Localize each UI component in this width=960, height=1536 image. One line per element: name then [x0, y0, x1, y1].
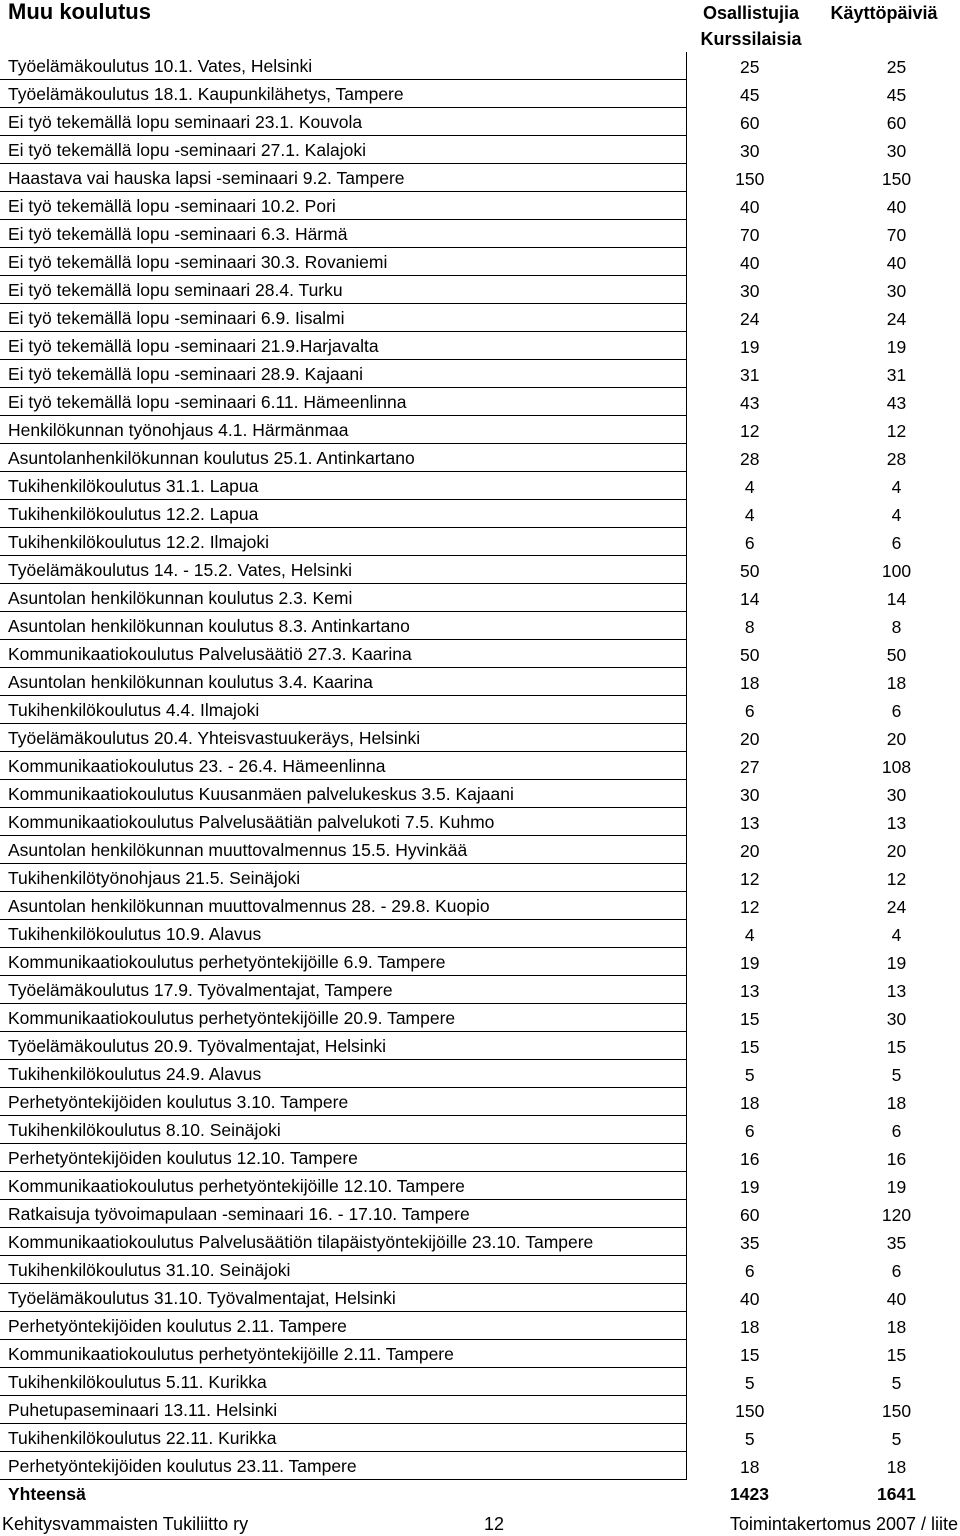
days-column-header: Käyttöpäiviä [830, 3, 938, 23]
course-name-cell: Tukihenkilökoulutus 12.2. Lapua [0, 500, 686, 528]
table-row [0, 556, 960, 584]
course-name-cell: Ei työ tekemällä lopu -seminaari 6.3. Härmä [0, 220, 686, 248]
days-cell: 30 [886, 784, 907, 805]
days-cell: 13 [886, 980, 907, 1001]
course-name-cell: Tukihenkilökoulutus 31.10. Seinäjoki [0, 1256, 686, 1284]
table-row [0, 1368, 960, 1396]
participants-cell: 4 [744, 476, 755, 497]
table-row [0, 696, 960, 724]
table-row [0, 948, 960, 976]
course-name-cell: Perhetyöntekijöiden koulutus 12.10. Tampere [0, 1144, 686, 1172]
participants-cell: 15 [740, 1036, 760, 1057]
course-name-cell: Tukihenkilökoulutus 24.9. Alavus [0, 1060, 686, 1088]
participants-cell: 20 [740, 728, 760, 749]
table-row [0, 892, 960, 920]
course-name-cell: Ei työ tekemällä lopu -seminaari 10.2. Pori [0, 192, 686, 220]
footer-report-title: Toimintakertomus 2007 / liite [729, 1514, 958, 1534]
participants-cell: 5 [744, 1064, 755, 1085]
participants-cell: 13 [740, 812, 760, 833]
course-name-cell: Työelämäkoulutus 17.9. Työvalmentajat, Tampere [0, 976, 686, 1004]
course-name-cell: Kommunikaatiokoulutus perhetyöntekijöille 6.9. Tampere [0, 948, 686, 976]
participants-cell: 5 [744, 1372, 755, 1393]
participants-cell: 30 [740, 280, 760, 301]
days-cell: 8 [891, 616, 902, 637]
days-cell: 45 [886, 84, 907, 105]
course-name-cell: Työelämäkoulutus 10.1. Vates, Helsinki [0, 52, 686, 80]
participants-cell: 19 [740, 1176, 760, 1197]
participants-cell: 40 [740, 1288, 760, 1309]
days-cell: 24 [886, 308, 907, 329]
course-name-cell: Tukihenkilökoulutus 10.9. Alavus [0, 920, 686, 948]
participants-cell: 18 [740, 1092, 760, 1113]
course-name-cell: Kommunikaatiokoulutus perhetyöntekijöille 12.10. Tampere [0, 1172, 686, 1200]
participants-cell: 40 [740, 196, 760, 217]
course-name-cell: Ei työ tekemällä lopu -seminaari 6.11. Hämeenlinna [0, 388, 686, 416]
course-name-cell: Kommunikaatiokoulutus Palvelusäätiö 27.3. Kaarina [0, 640, 686, 668]
table-row [0, 192, 960, 220]
table-row [0, 752, 960, 780]
days-cell: 20 [886, 840, 907, 861]
course-name-cell: Ei työ tekemällä lopu -seminaari 28.9. Kajaani [0, 360, 686, 388]
participants-cell: 50 [740, 560, 760, 581]
participants-cell: 4 [744, 924, 755, 945]
table-row [0, 1228, 960, 1256]
days-cell: 6 [891, 1260, 902, 1281]
participants-cell: 30 [740, 140, 760, 161]
table-row [0, 1032, 960, 1060]
course-name-cell: Perhetyöntekijöiden koulutus 23.11. Tampere [0, 1452, 686, 1480]
participants-cell: 8 [744, 616, 755, 637]
course-name-cell: Kommunikaatiokoulutus Palvelusäätiön tilapäistyöntekijöille 23.10. Tampere [0, 1228, 686, 1256]
participants-header-line2: Kurssilaisia [700, 29, 802, 49]
days-cell: 6 [891, 700, 902, 721]
courses-table [0, 52, 960, 1507]
participants-cell: 6 [744, 1120, 755, 1141]
course-name-cell: Henkilökunnan työnohjaus 4.1. Härmänmaa [0, 416, 686, 444]
course-name-cell: Kommunikaatiokoulutus 23. - 26.4. Hämeenlinna [0, 752, 686, 780]
table-row [0, 248, 960, 276]
days-cell: 15 [886, 1036, 907, 1057]
table-row [0, 836, 960, 864]
table-row [0, 1424, 960, 1452]
participants-cell: 31 [740, 364, 760, 385]
table-row [0, 1060, 960, 1088]
participants-cell: 12 [740, 896, 760, 917]
days-cell: 28 [886, 448, 907, 469]
table-row [0, 668, 960, 696]
participants-cell: 12 [740, 868, 760, 889]
days-cell: 6 [891, 1120, 902, 1141]
table-row [0, 976, 960, 1004]
days-cell: 4 [891, 504, 902, 525]
table-row [0, 724, 960, 752]
course-name-cell: Ei työ tekemällä lopu -seminaari 30.3. Rovaniemi [0, 248, 686, 276]
participants-cell: 43 [740, 392, 760, 413]
participants-cell: 70 [740, 224, 760, 245]
participants-cell: 45 [740, 84, 760, 105]
days-cell: 40 [886, 252, 907, 273]
days-cell: 5 [891, 1428, 902, 1449]
table-row [0, 444, 960, 472]
days-cell: 108 [881, 756, 912, 777]
days-cell: 18 [886, 1456, 907, 1477]
table-row [0, 1452, 960, 1480]
course-name-cell: Tukihenkilökoulutus 22.11. Kurikka [0, 1424, 686, 1452]
course-name-cell: Työelämäkoulutus 20.4. Yhteisvastuukeräys, Helsinki [0, 724, 686, 752]
course-name-cell: Asuntolanhenkilökunnan koulutus 25.1. Antinkartano [0, 444, 686, 472]
days-cell: 120 [881, 1204, 912, 1225]
course-name-cell: Kommunikaatiokoulutus perhetyöntekijöille 20.9. Tampere [0, 1004, 686, 1032]
course-name-cell: Tukihenkilökoulutus 8.10. Seinäjoki [0, 1116, 686, 1144]
days-cell: 18 [886, 1092, 907, 1113]
total-label: Yhteensä [8, 1484, 86, 1504]
days-cell: 14 [886, 588, 907, 609]
total-participants: 1423 [730, 1484, 769, 1504]
days-cell: 12 [886, 868, 907, 889]
participants-cell: 19 [740, 952, 760, 973]
total-days: 1641 [877, 1484, 916, 1504]
course-name-cell: Työelämäkoulutus 18.1. Kaupunkilähetys, Tampere [0, 80, 686, 108]
participants-cell: 25 [740, 56, 760, 77]
table-row [0, 136, 960, 164]
days-cell: 15 [886, 1344, 907, 1365]
table-row [0, 920, 960, 948]
table-row [0, 164, 960, 192]
participants-header-line1: Osallistujia [702, 3, 800, 23]
page-title: Muu koulutus [8, 0, 151, 24]
course-name-cell: Kommunikaatiokoulutus Kuusanmäen palvelukeskus 3.5. Kajaani [0, 780, 686, 808]
days-cell: 70 [886, 224, 907, 245]
course-name-cell: Ratkaisuja työvoimapulaan -seminaari 16. - 17.10. Tampere [0, 1200, 686, 1228]
course-name-cell: Asuntolan henkilökunnan muuttovalmennus 15.5. Hyvinkää [0, 836, 686, 864]
table-row [0, 612, 960, 640]
table-row [0, 80, 960, 108]
total-row [0, 1480, 960, 1508]
days-cell: 30 [886, 280, 907, 301]
table-row [0, 416, 960, 444]
participants-cell: 4 [744, 504, 755, 525]
course-name-cell: Ei työ tekemällä lopu -seminaari 27.1. Kalajoki [0, 136, 686, 164]
participants-cell: 27 [740, 756, 760, 777]
course-name-cell: Tukihenkilökoulutus 5.11. Kurikka [0, 1368, 686, 1396]
table-row [0, 808, 960, 836]
participants-cell: 18 [740, 672, 760, 693]
days-cell: 40 [886, 1288, 907, 1309]
days-cell: 20 [886, 728, 907, 749]
days-cell: 50 [886, 644, 907, 665]
participants-cell: 30 [740, 784, 760, 805]
table-row [0, 220, 960, 248]
days-cell: 18 [886, 672, 907, 693]
course-name-cell: Työelämäkoulutus 31.10. Työvalmentajat, Helsinki [0, 1284, 686, 1312]
days-cell: 5 [891, 1372, 902, 1393]
table-row [0, 1396, 960, 1424]
table-row [0, 304, 960, 332]
participants-cell: 60 [740, 112, 760, 133]
days-cell: 150 [881, 168, 912, 189]
days-cell: 18 [886, 1316, 907, 1337]
table-row [0, 1284, 960, 1312]
days-cell: 30 [886, 140, 907, 161]
participants-cell: 40 [740, 252, 760, 273]
participants-cell: 60 [740, 1204, 760, 1225]
days-cell: 19 [886, 336, 907, 357]
course-name-cell: Ei työ tekemällä lopu seminaari 28.4. Turku [0, 276, 686, 304]
table-row [0, 332, 960, 360]
days-cell: 25 [886, 56, 907, 77]
days-cell: 4 [891, 476, 902, 497]
days-cell: 16 [886, 1148, 907, 1169]
table-row [0, 360, 960, 388]
course-name-cell: Asuntolan henkilökunnan muuttovalmennus 28. - 29.8. Kuopio [0, 892, 686, 920]
table-row [0, 1088, 960, 1116]
days-cell: 5 [891, 1064, 902, 1085]
course-name-cell: Kommunikaatiokoulutus perhetyöntekijöille 2.11. Tampere [0, 1340, 686, 1368]
participants-cell: 5 [744, 1428, 755, 1449]
participants-cell: 35 [740, 1232, 760, 1253]
days-cell: 150 [881, 1400, 912, 1421]
days-cell: 35 [886, 1232, 907, 1253]
course-name-cell: Työelämäkoulutus 20.9. Työvalmentajat, Helsinki [0, 1032, 686, 1060]
table-row [0, 1312, 960, 1340]
table-row [0, 584, 960, 612]
participants-cell: 50 [740, 644, 760, 665]
participants-cell: 18 [740, 1456, 760, 1477]
participants-cell: 6 [744, 1260, 755, 1281]
days-cell: 24 [886, 896, 907, 917]
table-row [0, 1116, 960, 1144]
course-name-cell: Perhetyöntekijöiden koulutus 3.10. Tampere [0, 1088, 686, 1116]
days-cell: 31 [886, 364, 907, 385]
course-name-cell: Tukihenkilökoulutus 31.1. Lapua [0, 472, 686, 500]
course-name-cell: Asuntolan henkilökunnan koulutus 3.4. Kaarina [0, 668, 686, 696]
days-cell: 19 [886, 952, 907, 973]
participants-cell: 6 [744, 532, 755, 553]
days-cell: 13 [886, 812, 907, 833]
table-row [0, 500, 960, 528]
days-cell: 6 [891, 532, 902, 553]
table-row [0, 1144, 960, 1172]
participants-cell: 13 [740, 980, 760, 1001]
course-name-cell: Ei työ tekemällä lopu -seminaari 21.9.Harjavalta [0, 332, 686, 360]
course-name-cell: Tukihenkilökoulutus 4.4. Ilmajoki [0, 696, 686, 724]
table-row [0, 472, 960, 500]
days-cell: 43 [886, 392, 907, 413]
participants-cell: 15 [740, 1344, 760, 1365]
table-row [0, 640, 960, 668]
table-row [0, 388, 960, 416]
table-row [0, 528, 960, 556]
days-cell: 100 [881, 560, 912, 581]
footer-organization: Kehitysvammaisten Tukiliitto ry [2, 1514, 249, 1534]
participants-column-header [688, 0, 814, 52]
table-row [0, 108, 960, 136]
table-row [0, 276, 960, 304]
footer-page-number: 12 [484, 1514, 505, 1534]
table-row [0, 864, 960, 892]
table-row [0, 1172, 960, 1200]
course-name-cell: Haastava vai hauska lapsi -seminaari 9.2. Tampere [0, 164, 686, 192]
table-row [0, 1340, 960, 1368]
participants-cell: 24 [740, 308, 760, 329]
participants-cell: 12 [740, 420, 760, 441]
course-name-cell: Tukihenkilötyönohjaus 21.5. Seinäjoki [0, 864, 686, 892]
participants-cell: 150 [735, 168, 765, 189]
course-name-cell: Työelämäkoulutus 14. - 15.2. Vates, Helsinki [0, 556, 686, 584]
participants-cell: 20 [740, 840, 760, 861]
participants-cell: 150 [735, 1400, 765, 1421]
table-row [0, 1004, 960, 1032]
courses-table-body [0, 52, 960, 1507]
table-row [0, 1200, 960, 1228]
course-name-cell: Puhetupaseminaari 13.11. Helsinki [0, 1396, 686, 1424]
course-name-cell: Tukihenkilökoulutus 12.2. Ilmajoki [0, 528, 686, 556]
days-cell: 60 [886, 112, 907, 133]
participants-cell: 15 [740, 1008, 760, 1029]
course-name-cell: Ei työ tekemällä lopu -seminaari 6.9. Iisalmi [0, 304, 686, 332]
days-cell: 12 [886, 420, 907, 441]
table-row [0, 780, 960, 808]
participants-cell: 6 [744, 700, 755, 721]
course-name-cell: Kommunikaatiokoulutus Palvelusäätiän palvelukoti 7.5. Kuhmo [0, 808, 686, 836]
days-cell: 40 [886, 196, 907, 217]
participants-cell: 16 [740, 1148, 760, 1169]
participants-cell: 19 [740, 336, 760, 357]
course-name-cell: Asuntolan henkilökunnan koulutus 8.3. Antinkartano [0, 612, 686, 640]
participants-cell: 18 [740, 1316, 760, 1337]
days-cell: 4 [891, 924, 902, 945]
table-row [0, 1256, 960, 1284]
course-name-cell: Ei työ tekemällä lopu seminaari 23.1. Kouvola [0, 108, 686, 136]
course-name-cell: Perhetyöntekijöiden koulutus 2.11. Tampere [0, 1312, 686, 1340]
days-cell: 30 [886, 1008, 907, 1029]
table-row [0, 52, 960, 80]
participants-cell: 28 [740, 448, 760, 469]
days-cell: 19 [886, 1176, 907, 1197]
participants-cell: 14 [740, 588, 760, 609]
course-name-cell: Asuntolan henkilökunnan koulutus 2.3. Kemi [0, 584, 686, 612]
